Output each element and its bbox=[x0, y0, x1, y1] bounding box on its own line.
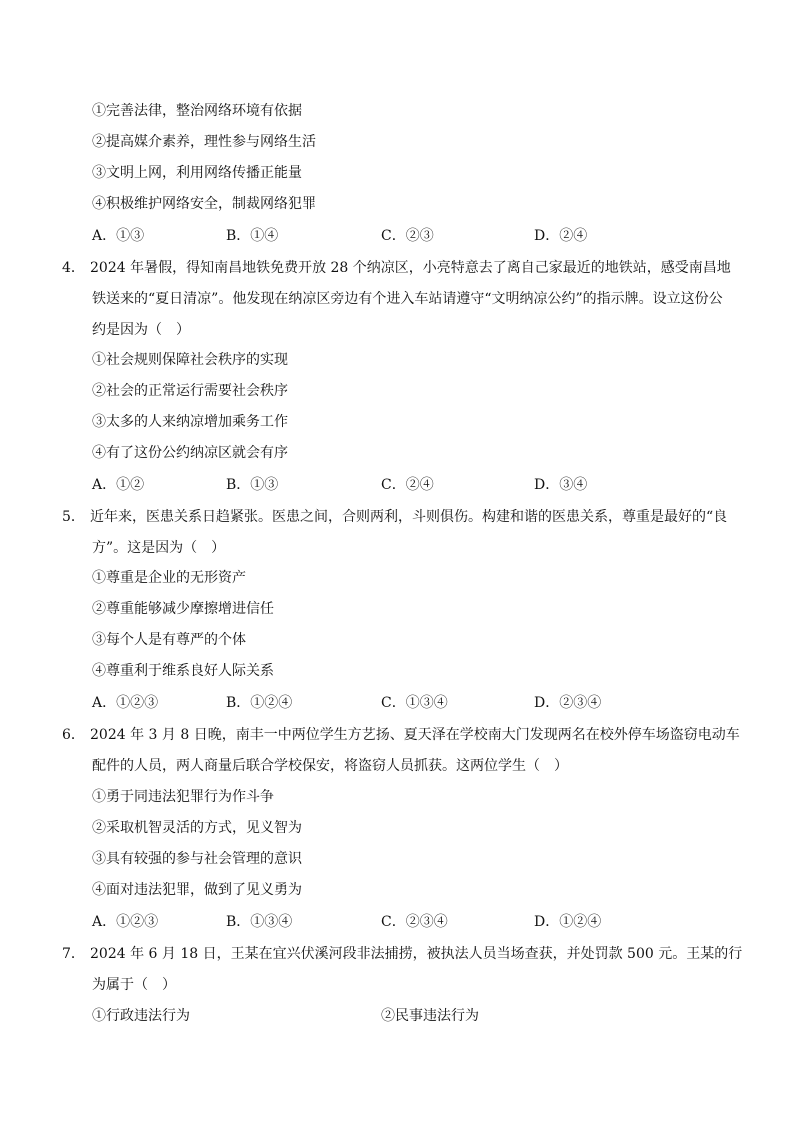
q4-stem-line-1: 4． 2024 年暑假，得知南昌地铁免费开放 28 个纳凉区，小亮特意去了离自己家最近的地铁站，感受南昌地 bbox=[62, 260, 731, 276]
q7-option-2: ②民事违法行为 bbox=[381, 1008, 479, 1024]
q5-choice-d: D．②③④ bbox=[534, 695, 602, 711]
q6-option-2: ②采取机智灵活的方式，见义智为 bbox=[92, 820, 302, 836]
q4-option-4: ④有了这份公约纳凉区就会有序 bbox=[92, 445, 288, 461]
q5-option-1: ①尊重是企业的无形资产 bbox=[92, 570, 246, 586]
q5-choice-c: C．①③④ bbox=[381, 695, 448, 711]
q3-choice-a: A．①③ bbox=[92, 228, 145, 244]
q5-choice-b: B．①②④ bbox=[226, 695, 293, 711]
q3-choice-b: B．①④ bbox=[226, 228, 279, 244]
q6-choice-a: A．①②③ bbox=[92, 914, 159, 930]
q3-option-2: ②提高媒介素养，理性参与网络生活 bbox=[92, 134, 316, 150]
q4-option-3: ③太多的人来纳凉增加乘务工作 bbox=[92, 414, 288, 430]
q5-number: 5． bbox=[62, 509, 85, 525]
q4-stem-line-3: 约是因为（ ） bbox=[92, 322, 190, 338]
q4-choice-b: B．①③ bbox=[226, 477, 279, 493]
q5-choice-a: A．①②③ bbox=[92, 695, 159, 711]
q6-stem-line-2: 配件的人员，两人商量后联合学校保安，将盗窃人员抓获。这两位学生（ ） bbox=[92, 758, 568, 774]
q3-choice-c: C．②③ bbox=[381, 228, 434, 244]
q6-choice-b: B．①③④ bbox=[226, 914, 293, 930]
q5-option-3: ③每个人是有尊严的个体 bbox=[92, 632, 246, 648]
q6-number: 6． bbox=[62, 727, 85, 743]
q7-stem-line-2: 为属于（ ） bbox=[92, 977, 176, 993]
q7-stem-line-1: 7． 2024 年 6 月 18 日，王某在宜兴伏溪河段非法捕捞，被执法人员当场查获，并处罚款 500 元。王某的行 bbox=[62, 946, 743, 962]
q3-choice-d: D．②④ bbox=[534, 228, 588, 244]
q3-option-1: ①完善法律，整治网络环境有依据 bbox=[92, 103, 302, 119]
q4-choice-c: C．②④ bbox=[381, 477, 434, 493]
q6-option-3: ③具有较强的参与社会管理的意识 bbox=[92, 851, 302, 867]
q4-option-1: ①社会规则保障社会秩序的实现 bbox=[92, 352, 288, 368]
q4-choice-d: D．③④ bbox=[534, 477, 588, 493]
q5-option-4: ④尊重利于维系良好人际关系 bbox=[92, 663, 274, 679]
q3-choices bbox=[92, 226, 732, 246]
q7-number: 7． bbox=[62, 946, 85, 962]
q6-choice-d: D．①②④ bbox=[534, 914, 602, 930]
q4-choices bbox=[92, 475, 732, 495]
q6-stem-line-1: 6． 2024 年 3 月 8 日晚，南丰一中两位学生方艺扬、夏天泽在学校南大门发现两名在校外停车场盗窃电动车 bbox=[62, 727, 740, 743]
q4-option-2: ②社会的正常运行需要社会秩序 bbox=[92, 383, 288, 399]
q6-option-1: ①勇于同违法犯罪行为作斗争 bbox=[92, 789, 274, 805]
q5-choices bbox=[92, 693, 732, 713]
q4-number: 4． bbox=[62, 260, 85, 276]
q7-options-row bbox=[92, 1006, 732, 1026]
q3-option-3: ③文明上网，利用网络传播正能量 bbox=[92, 165, 302, 181]
q5-stem-line-2: 方”。这是因为（ ） bbox=[92, 540, 226, 556]
q4-choice-a: A．①② bbox=[92, 477, 145, 493]
q6-option-4: ④面对违法犯罪，做到了见义勇为 bbox=[92, 882, 302, 898]
q5-stem-line-1: 5． 近年来，医患关系日趋紧张。医患之间，合则两利，斗则俱伤。构建和谐的医患关系，尊重是最好的“良 bbox=[62, 509, 728, 525]
q4-stem-line-2: 铁送来的“夏日清凉”。他发现在纳凉区旁边有个进入车站请遵守“文明纳凉公约”的指示牌。设立这份公 bbox=[92, 291, 723, 307]
q5-option-2: ②尊重能够减少摩擦增进信任 bbox=[92, 601, 274, 617]
q7-option-1: ①行政违法行为 bbox=[92, 1008, 190, 1024]
q3-option-4: ④积极维护网络安全，制裁网络犯罪 bbox=[92, 196, 316, 212]
q6-choice-c: C．②③④ bbox=[381, 914, 448, 930]
q6-choices bbox=[92, 912, 732, 932]
